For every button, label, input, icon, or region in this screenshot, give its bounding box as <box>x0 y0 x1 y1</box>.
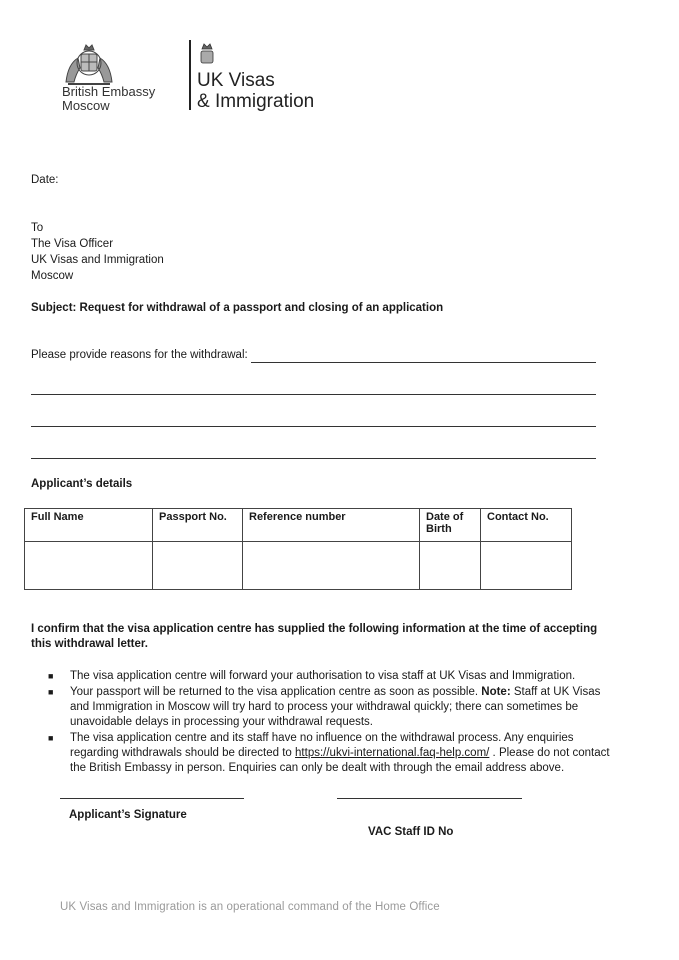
list-item-text: . Please do not contact the British Embassy in person. Enquiries can only be dealt with through the email address above. <box>70 747 610 774</box>
reasons-line[interactable] <box>251 362 596 363</box>
list-item-text: Staff at UK Visas and Immigration in Moscow will try hard to process your withdrawal quickly; there can sometimes be unavoidable delays in processing your withdrawal requests. <box>70 686 601 728</box>
reasons-line[interactable] <box>31 426 596 427</box>
column-header-date-of-birth: Date of Birth <box>420 509 481 542</box>
applicant-details-table <box>24 508 572 590</box>
passport-no-cell[interactable] <box>153 542 243 590</box>
vac-staff-id-line[interactable] <box>337 798 522 799</box>
embassy-line2: Moscow <box>62 98 110 113</box>
subject-line: Subject: Request for withdrawal of a passport and closing of an application <box>31 302 444 314</box>
list-item-text: The visa application centre will forward your authorisation to visa staff at UK Visas and Immigration. <box>70 670 576 682</box>
column-header-passport-no: Passport No. <box>153 509 243 542</box>
ukvi-line2: & Immigration <box>197 91 315 112</box>
column-header-reference-number: Reference number <box>243 509 420 542</box>
bullet-icon: ■ <box>48 733 54 743</box>
list-item-text: The visa application centre and its staff have no influence on the withdrawal process. Any enquiries regarding withdrawals should be directed to <box>70 732 574 759</box>
reasons-line[interactable] <box>31 458 596 459</box>
embassy-line1: British Embassy <box>62 84 156 99</box>
ukvi-line1: UK Visas <box>197 70 275 91</box>
information-list <box>48 669 613 777</box>
header-divider <box>189 40 191 110</box>
table-row <box>25 542 572 590</box>
faq-help-link[interactable]: https://ukvi-international.faq-help.com/ <box>295 747 490 759</box>
applicant-signature-label: Applicant’s Signature <box>69 809 187 821</box>
note-label: Note: <box>481 686 511 698</box>
table-header-row <box>25 509 572 542</box>
reasons-line[interactable] <box>31 394 596 395</box>
vac-staff-id-label: VAC Staff ID No <box>368 826 454 838</box>
list-item <box>48 731 613 776</box>
column-header-contact-no: Contact No. <box>481 509 572 542</box>
bullet-icon: ■ <box>48 671 54 681</box>
list-item <box>48 669 613 684</box>
date-label: Date: <box>31 174 59 186</box>
full-name-cell[interactable] <box>25 542 153 590</box>
reference-number-cell[interactable] <box>243 542 420 590</box>
column-header-full-name: Full Name <box>25 509 153 542</box>
recipient-line: The Visa Officer <box>31 238 114 250</box>
reasons-label: Please provide reasons for the withdrawal: <box>31 349 248 361</box>
royal-coat-of-arms-icon <box>62 42 116 88</box>
applicant-signature-line[interactable] <box>60 798 244 799</box>
applicant-details-heading: Applicant’s details <box>31 478 133 490</box>
bullet-icon: ■ <box>48 687 54 697</box>
crown-crest-icon <box>197 42 217 66</box>
ukvi-logo-text <box>197 70 314 112</box>
list-item <box>48 685 613 730</box>
list-item-text: Your passport will be returned to the visa application centre as soon as possible. <box>70 686 482 698</box>
recipient-line: UK Visas and Immigration <box>31 254 164 266</box>
footer-note: UK Visas and Immigration is an operational command of the Home Office <box>60 901 440 913</box>
recipient-line: Moscow <box>31 270 74 282</box>
confirmation-statement: I confirm that the visa application centre has supplied the following information at the time of accepting this withdrawal letter. <box>31 623 598 650</box>
to-label: To <box>31 222 44 234</box>
date-of-birth-cell[interactable] <box>420 542 481 590</box>
contact-no-cell[interactable] <box>481 542 572 590</box>
embassy-name <box>62 85 155 113</box>
